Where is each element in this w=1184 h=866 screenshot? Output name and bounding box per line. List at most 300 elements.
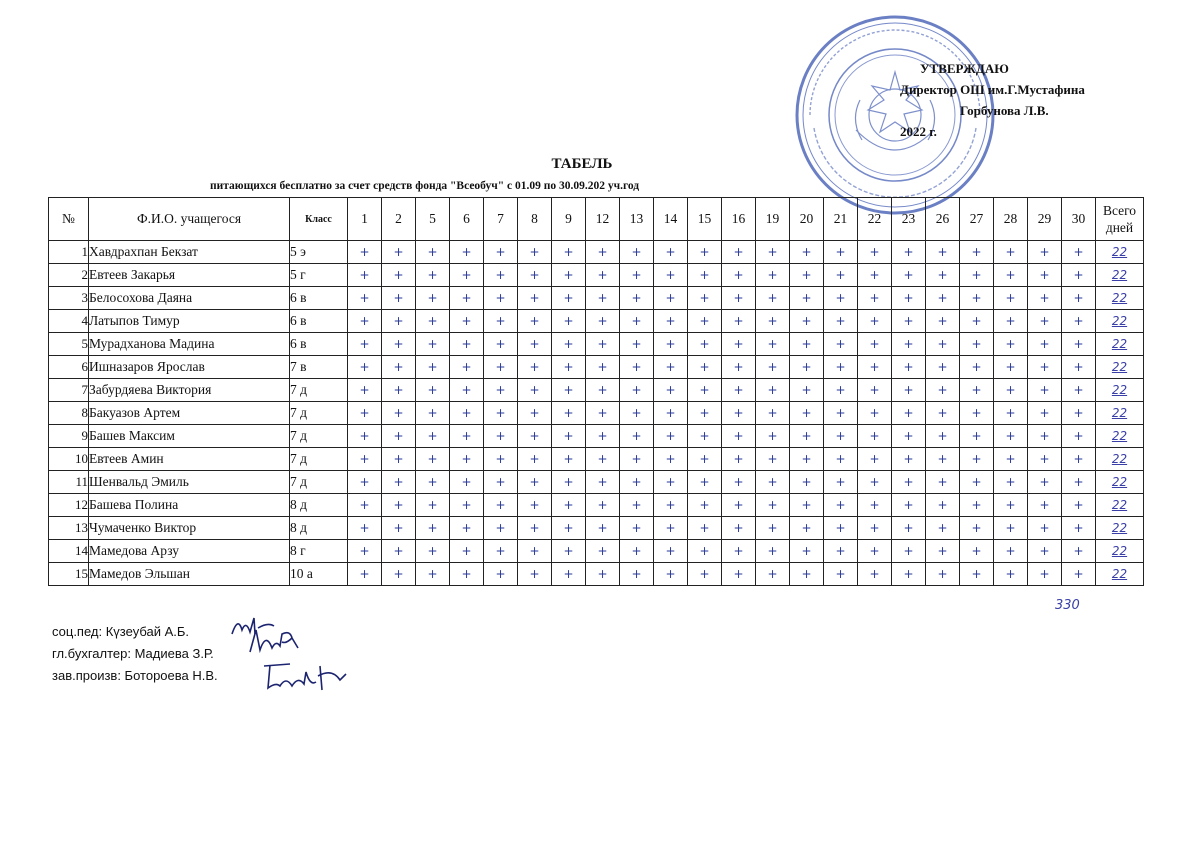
attendance-mark: +	[926, 402, 960, 425]
header-day: 5	[416, 198, 450, 241]
row-total: 22	[1096, 448, 1144, 471]
attendance-mark: +	[348, 448, 382, 471]
header-day: 13	[620, 198, 654, 241]
attendance-mark: +	[722, 540, 756, 563]
attendance-mark: +	[756, 264, 790, 287]
attendance-mark: +	[654, 563, 688, 586]
attendance-mark: +	[790, 264, 824, 287]
table-row	[49, 402, 1144, 425]
attendance-mark: +	[960, 333, 994, 356]
table-row	[49, 264, 1144, 287]
header-day: 16	[722, 198, 756, 241]
attendance-mark: +	[348, 494, 382, 517]
attendance-mark: +	[620, 563, 654, 586]
attendance-mark: +	[416, 448, 450, 471]
row-total: 22	[1096, 540, 1144, 563]
attendance-mark: +	[858, 333, 892, 356]
student-name: Мамедов Эльшан	[89, 563, 290, 586]
attendance-mark: +	[858, 448, 892, 471]
student-class: 6 в	[290, 310, 348, 333]
attendance-mark: +	[552, 402, 586, 425]
attendance-mark: +	[756, 494, 790, 517]
attendance-mark: +	[960, 287, 994, 310]
approval-block	[900, 58, 1100, 142]
attendance-mark: +	[824, 425, 858, 448]
attendance-mark: +	[586, 494, 620, 517]
attendance-mark: +	[688, 402, 722, 425]
attendance-mark: +	[518, 356, 552, 379]
attendance-mark: +	[1028, 448, 1062, 471]
attendance-mark: +	[858, 517, 892, 540]
attendance-mark: +	[450, 471, 484, 494]
table-row	[49, 471, 1144, 494]
document-title	[0, 156, 1184, 173]
header-day: 8	[518, 198, 552, 241]
attendance-mark: +	[688, 241, 722, 264]
table-row	[49, 494, 1144, 517]
student-class: 7 д	[290, 448, 348, 471]
attendance-mark: +	[654, 379, 688, 402]
attendance-mark: +	[824, 310, 858, 333]
attendance-mark: +	[586, 356, 620, 379]
student-class: 7 в	[290, 356, 348, 379]
attendance-mark: +	[1028, 379, 1062, 402]
attendance-mark: +	[382, 448, 416, 471]
attendance-mark: +	[790, 241, 824, 264]
attendance-mark: +	[518, 425, 552, 448]
attendance-mark: +	[1028, 425, 1062, 448]
header-day: 20	[790, 198, 824, 241]
row-total: 22	[1096, 402, 1144, 425]
attendance-mark: +	[620, 310, 654, 333]
attendance-mark: +	[382, 494, 416, 517]
attendance-mark: +	[586, 563, 620, 586]
attendance-mark: +	[484, 356, 518, 379]
attendance-mark: +	[756, 356, 790, 379]
attendance-mark: +	[450, 517, 484, 540]
attendance-mark: +	[654, 402, 688, 425]
attendance-mark: +	[620, 494, 654, 517]
attendance-mark: +	[1062, 563, 1096, 586]
attendance-mark: +	[620, 448, 654, 471]
attendance-mark: +	[960, 241, 994, 264]
attendance-mark: +	[1062, 241, 1096, 264]
row-number: 7	[49, 379, 89, 402]
attendance-mark: +	[892, 425, 926, 448]
attendance-mark: +	[552, 448, 586, 471]
attendance-mark: +	[348, 471, 382, 494]
attendance-mark: +	[1028, 310, 1062, 333]
attendance-mark: +	[824, 540, 858, 563]
student-name: Евтеев Закарья	[89, 264, 290, 287]
attendance-mark: +	[688, 563, 722, 586]
attendance-mark: +	[552, 310, 586, 333]
attendance-mark: +	[994, 310, 1028, 333]
attendance-mark: +	[858, 356, 892, 379]
attendance-mark: +	[960, 310, 994, 333]
attendance-mark: +	[892, 448, 926, 471]
attendance-mark: +	[518, 471, 552, 494]
attendance-mark: +	[1028, 563, 1062, 586]
header-day: 21	[824, 198, 858, 241]
attendance-mark: +	[654, 448, 688, 471]
header-day: 2	[382, 198, 416, 241]
table-row	[49, 563, 1144, 586]
attendance-mark: +	[790, 563, 824, 586]
attendance-mark: +	[688, 471, 722, 494]
approval-date: 2022 г.	[900, 124, 937, 139]
attendance-mark: +	[824, 563, 858, 586]
attendance-mark: +	[722, 425, 756, 448]
attendance-mark: +	[450, 333, 484, 356]
table-row	[49, 310, 1144, 333]
attendance-mark: +	[450, 540, 484, 563]
student-name: Ишназаров Ярослав	[89, 356, 290, 379]
attendance-mark: +	[1028, 241, 1062, 264]
attendance-mark: +	[450, 448, 484, 471]
attendance-mark: +	[892, 563, 926, 586]
attendance-mark: +	[722, 264, 756, 287]
row-number: 12	[49, 494, 89, 517]
attendance-mark: +	[892, 471, 926, 494]
attendance-mark: +	[756, 333, 790, 356]
attendance-mark: +	[484, 310, 518, 333]
attendance-mark: +	[586, 448, 620, 471]
row-total: 22	[1096, 517, 1144, 540]
attendance-mark: +	[586, 402, 620, 425]
attendance-mark: +	[484, 241, 518, 264]
attendance-mark: +	[484, 264, 518, 287]
attendance-mark: +	[518, 310, 552, 333]
attendance-mark: +	[518, 379, 552, 402]
attendance-mark: +	[552, 287, 586, 310]
header-day: 9	[552, 198, 586, 241]
attendance-mark: +	[858, 425, 892, 448]
attendance-mark: +	[654, 333, 688, 356]
attendance-mark: +	[960, 425, 994, 448]
attendance-mark: +	[790, 494, 824, 517]
attendance-mark: +	[450, 494, 484, 517]
document-subtitle: питающихся бесплатно за счет средств фонда "Всеобуч" с 01.09 по 30.09.202 уч.год	[210, 180, 640, 192]
attendance-mark: +	[1028, 517, 1062, 540]
attendance-mark: +	[926, 517, 960, 540]
attendance-mark: +	[586, 241, 620, 264]
attendance-mark: +	[994, 563, 1028, 586]
attendance-mark: +	[552, 333, 586, 356]
signer-production-head: зав.произв: Ботороева Н.В.	[52, 668, 218, 683]
student-name: Забурдяева Виктория	[89, 379, 290, 402]
table-row	[49, 517, 1144, 540]
attendance-mark: +	[756, 563, 790, 586]
attendance-mark: +	[1062, 517, 1096, 540]
attendance-mark: +	[620, 333, 654, 356]
attendance-mark: +	[756, 540, 790, 563]
student-name: Шенвальд Эмиль	[89, 471, 290, 494]
attendance-mark: +	[858, 310, 892, 333]
attendance-mark: +	[552, 563, 586, 586]
attendance-mark: +	[552, 241, 586, 264]
attendance-mark: +	[450, 264, 484, 287]
attendance-mark: +	[756, 241, 790, 264]
attendance-mark: +	[586, 333, 620, 356]
attendance-mark: +	[790, 448, 824, 471]
student-class: 7 д	[290, 379, 348, 402]
row-total: 22	[1096, 241, 1144, 264]
attendance-mark: +	[552, 356, 586, 379]
attendance-mark: +	[858, 241, 892, 264]
table-header-row	[49, 198, 1144, 241]
attendance-mark: +	[994, 517, 1028, 540]
attendance-mark: +	[416, 356, 450, 379]
attendance-mark: +	[688, 333, 722, 356]
header-name: Ф.И.О. учащегося	[89, 198, 290, 241]
row-total: 22	[1096, 471, 1144, 494]
attendance-mark: +	[722, 563, 756, 586]
attendance-mark: +	[518, 264, 552, 287]
attendance-mark: +	[1028, 471, 1062, 494]
table-row	[49, 287, 1144, 310]
attendance-mark: +	[382, 517, 416, 540]
table-row	[49, 379, 1144, 402]
student-class: 8 г	[290, 540, 348, 563]
attendance-mark: +	[416, 264, 450, 287]
header-day: 28	[994, 198, 1028, 241]
attendance-mark: +	[416, 471, 450, 494]
attendance-mark: +	[790, 310, 824, 333]
attendance-mark: +	[756, 287, 790, 310]
approval-director: Директор ОШ им.Г.Мустафина	[900, 82, 1085, 97]
attendance-mark: +	[926, 379, 960, 402]
attendance-mark: +	[1062, 448, 1096, 471]
attendance-mark: +	[824, 471, 858, 494]
student-class: 10 а	[290, 563, 348, 586]
attendance-mark: +	[1062, 379, 1096, 402]
row-total: 22	[1096, 425, 1144, 448]
attendance-mark: +	[416, 540, 450, 563]
row-total: 22	[1096, 310, 1144, 333]
attendance-mark: +	[382, 310, 416, 333]
attendance-mark: +	[994, 356, 1028, 379]
attendance-mark: +	[790, 379, 824, 402]
header-class: Класс	[290, 198, 348, 241]
attendance-mark: +	[858, 379, 892, 402]
attendance-table	[48, 197, 1144, 586]
student-name: Мамедова Арзу	[89, 540, 290, 563]
header-day: 30	[1062, 198, 1096, 241]
attendance-mark: +	[722, 287, 756, 310]
attendance-mark: +	[960, 379, 994, 402]
attendance-mark: +	[824, 517, 858, 540]
attendance-mark: +	[994, 448, 1028, 471]
row-number: 9	[49, 425, 89, 448]
attendance-mark: +	[688, 540, 722, 563]
attendance-mark: +	[1062, 356, 1096, 379]
attendance-mark: +	[790, 471, 824, 494]
attendance-mark: +	[484, 333, 518, 356]
attendance-mark: +	[1062, 264, 1096, 287]
attendance-mark: +	[824, 379, 858, 402]
student-name: Евтеев Амин	[89, 448, 290, 471]
row-total: 22	[1096, 356, 1144, 379]
student-class: 8 д	[290, 517, 348, 540]
attendance-mark: +	[926, 448, 960, 471]
attendance-mark: +	[348, 310, 382, 333]
attendance-mark: +	[960, 448, 994, 471]
student-name: Башев Максим	[89, 425, 290, 448]
attendance-mark: +	[552, 264, 586, 287]
attendance-mark: +	[484, 563, 518, 586]
attendance-mark: +	[552, 517, 586, 540]
attendance-mark: +	[484, 287, 518, 310]
attendance-mark: +	[586, 540, 620, 563]
attendance-mark: +	[382, 264, 416, 287]
attendance-mark: +	[926, 333, 960, 356]
signer-social-pedagogue: соц.пед: Күзеубай А.Б.	[52, 624, 190, 639]
attendance-mark: +	[620, 540, 654, 563]
attendance-mark: +	[484, 379, 518, 402]
attendance-mark: +	[960, 494, 994, 517]
header-day: 26	[926, 198, 960, 241]
attendance-mark: +	[722, 517, 756, 540]
attendance-mark: +	[654, 471, 688, 494]
attendance-mark: +	[790, 517, 824, 540]
attendance-mark: +	[688, 287, 722, 310]
header-day: 14	[654, 198, 688, 241]
attendance-mark: +	[756, 471, 790, 494]
row-number: 8	[49, 402, 89, 425]
attendance-mark: +	[518, 494, 552, 517]
attendance-mark: +	[382, 287, 416, 310]
attendance-mark: +	[484, 448, 518, 471]
attendance-mark: +	[994, 264, 1028, 287]
attendance-mark: +	[722, 356, 756, 379]
attendance-mark: +	[1028, 402, 1062, 425]
attendance-mark: +	[450, 310, 484, 333]
signers-block	[52, 621, 218, 687]
attendance-mark: +	[382, 425, 416, 448]
attendance-mark: +	[1028, 540, 1062, 563]
attendance-mark: +	[892, 540, 926, 563]
attendance-mark: +	[552, 471, 586, 494]
attendance-mark: +	[518, 333, 552, 356]
attendance-mark: +	[1028, 494, 1062, 517]
attendance-mark: +	[960, 356, 994, 379]
attendance-mark: +	[892, 402, 926, 425]
row-total: 22	[1096, 379, 1144, 402]
attendance-mark: +	[994, 402, 1028, 425]
attendance-mark: +	[586, 517, 620, 540]
attendance-mark: +	[654, 287, 688, 310]
attendance-mark: +	[1028, 356, 1062, 379]
document-title-text: ТАБЕЛЬ	[551, 156, 613, 172]
table-row	[49, 540, 1144, 563]
signature-3	[260, 660, 350, 692]
attendance-mark: +	[484, 471, 518, 494]
row-number: 6	[49, 356, 89, 379]
attendance-mark: +	[518, 402, 552, 425]
student-class: 6 в	[290, 287, 348, 310]
header-day: 22	[858, 198, 892, 241]
attendance-mark: +	[518, 287, 552, 310]
attendance-mark: +	[790, 287, 824, 310]
attendance-mark: +	[518, 563, 552, 586]
attendance-mark: +	[552, 425, 586, 448]
student-name: Мурадханова Мадина	[89, 333, 290, 356]
row-number: 10	[49, 448, 89, 471]
student-class: 7 д	[290, 425, 348, 448]
attendance-mark: +	[348, 264, 382, 287]
attendance-mark: +	[382, 563, 416, 586]
approval-name: Горбунова Л.В.	[960, 103, 1049, 118]
attendance-mark: +	[654, 494, 688, 517]
student-name: Хавдрахпан Бекзат	[89, 241, 290, 264]
student-name: Башева Полина	[89, 494, 290, 517]
attendance-mark: +	[484, 494, 518, 517]
attendance-mark: +	[654, 310, 688, 333]
attendance-mark: +	[1062, 425, 1096, 448]
attendance-mark: +	[994, 333, 1028, 356]
row-number: 15	[49, 563, 89, 586]
attendance-mark: +	[790, 402, 824, 425]
attendance-mark: +	[484, 517, 518, 540]
attendance-mark: +	[1062, 402, 1096, 425]
attendance-mark: +	[858, 563, 892, 586]
attendance-mark: +	[450, 241, 484, 264]
attendance-mark: +	[620, 517, 654, 540]
attendance-mark: +	[994, 494, 1028, 517]
attendance-mark: +	[892, 517, 926, 540]
attendance-mark: +	[994, 241, 1028, 264]
attendance-mark: +	[892, 310, 926, 333]
attendance-mark: +	[756, 425, 790, 448]
attendance-mark: +	[382, 379, 416, 402]
attendance-mark: +	[586, 379, 620, 402]
attendance-mark: +	[960, 563, 994, 586]
attendance-mark: +	[926, 287, 960, 310]
attendance-mark: +	[416, 287, 450, 310]
row-number: 4	[49, 310, 89, 333]
attendance-mark: +	[1028, 264, 1062, 287]
attendance-mark: +	[348, 425, 382, 448]
attendance-mark: +	[654, 540, 688, 563]
attendance-mark: +	[586, 310, 620, 333]
student-class: 7 д	[290, 402, 348, 425]
attendance-mark: +	[518, 448, 552, 471]
attendance-mark: +	[484, 540, 518, 563]
attendance-mark: +	[1062, 287, 1096, 310]
attendance-mark: +	[960, 264, 994, 287]
attendance-mark: +	[620, 264, 654, 287]
attendance-mark: +	[824, 356, 858, 379]
attendance-mark: +	[552, 494, 586, 517]
header-day: 6	[450, 198, 484, 241]
student-name: Белосохова Даяна	[89, 287, 290, 310]
attendance-mark: +	[348, 333, 382, 356]
attendance-mark: +	[620, 425, 654, 448]
attendance-mark: +	[654, 241, 688, 264]
row-number: 13	[49, 517, 89, 540]
student-name: Бакуазов Артем	[89, 402, 290, 425]
attendance-mark: +	[348, 540, 382, 563]
attendance-mark: +	[1028, 287, 1062, 310]
attendance-mark: +	[722, 241, 756, 264]
attendance-mark: +	[620, 471, 654, 494]
attendance-mark: +	[586, 425, 620, 448]
attendance-mark: +	[688, 425, 722, 448]
attendance-mark: +	[790, 333, 824, 356]
attendance-mark: +	[552, 540, 586, 563]
table-row	[49, 425, 1144, 448]
